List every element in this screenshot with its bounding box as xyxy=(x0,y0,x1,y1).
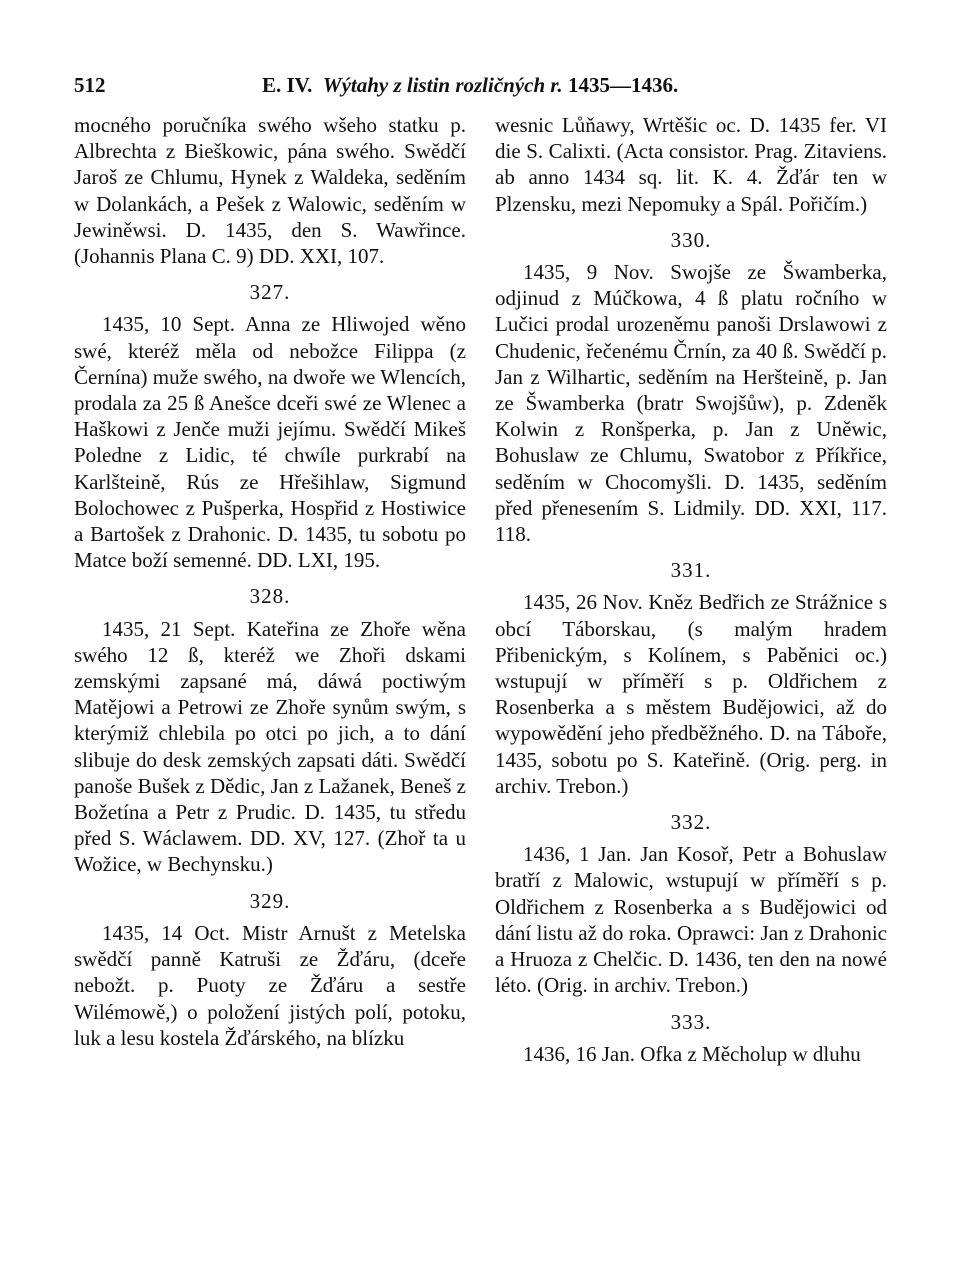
continued-paragraph: mocného poručníka swého wšeho statku p. Albrechta z Bieškowic, pána swého. Swědčí Jaroš ze Chlumu, Hynek z Waldeka, seděním w Dolankách, a Pešek z Walowic, seděním w Jewiněwsi. D. 1435, den S. Wawřince. (Johannis Plana C. 9) DD. XXI, 107. xyxy=(74,113,466,269)
entry-number: 331. xyxy=(670,558,712,583)
entry-text: 1436, 1 Jan. Jan Kosoř, Petr a Bohuslaw bratří z Malowic, wstupují w příměří s p. Oldřichem z Rosenberka a s Budějowici od dání listu až do roka. Oprawci: Jan z Drahonic a Hruoza z Chelčic. D. 1436, ten den na nowé léto. (Orig. in archiv. Trebon.) xyxy=(495,842,887,998)
entry-text: 1435, 14 Oct. Mistr Arnušt z Metelska swědčí panně Katruši ze Žďáru, (dceře nebožt. p. Puoty ze Žďáru a sestře Wilémowě,) o položení jistých polí, potoku, luk a lesu kostela Žďárského, na blízku xyxy=(74,920,466,1050)
entry-text: 1435, 9 Nov. Swojše ze Šwamberka, odjinud z Múčkowa, 4 ß platu ročního w Lučici prodal urozeněmu panoši Drslawowi z Chudenic, řečenému Črnín, za 40 ß. Swědčí p. Jan z Wilhartic, seděním na Heršteině, p. Jan ze Šwamberka (bratr Swojšůw), p. Zdeněk Kolwin z Ronšperka, p. Jan z Uněwic, Bohuslaw ze Chlumu, Swatobor z Příkřice, seděním w Chocomyšli. D. 1435, seděním před přenesením S. Lidmily. DD. XXI, 117. 118. xyxy=(495,260,887,547)
page-header xyxy=(74,70,899,100)
left-column xyxy=(74,112,466,1051)
running-head-title: Wýtahy z listin rozličných r. xyxy=(322,73,563,97)
entry-number: 329. xyxy=(249,888,291,913)
entry-number: 332. xyxy=(670,810,712,835)
entry-text: 1436, 16 Jan. Ofka z Měcholup w dluhu xyxy=(523,1041,861,1066)
entry-number: 328. xyxy=(249,584,291,609)
running-head-section: E. IV. xyxy=(262,73,313,97)
entry-text: 1435, 21 Sept. Kateřina ze Zhoře wěna swého 12 ß, kteréž we Zhoři dskami zemskými zapsané má, dáwá poctiwým Matějowi a Petrowi ze Zhoře synům swým, s kterýmiž chlebila po otci po jich, a to dání slibuje do desk zemských zapsati dáti. Swědčí panoše Bušek z Dědic, Jan z Lažanek, Beneš z Božetína a Petr z Prudic. D. 1435, tu středu před S. Wáclawem. DD. XV, 127. (Zhoř ta u Wožice, w Bechynsku.) xyxy=(74,616,466,877)
continued-paragraph: wesnic Lůňawy, Wrtěšic oc. D. 1435 fer. VI die S. Calixti. (Acta consistor. Prag. Zitaviens. ab anno 1434 sq. lit. K. 4. Žďár ten w Plzensku, mezi Nepomuky a Spál. Pořičím.) xyxy=(495,113,887,216)
entry-number: 333. xyxy=(670,1009,712,1034)
right-column xyxy=(495,112,887,1067)
running-head-years: 1435—1436. xyxy=(567,73,679,97)
entry-text: 1435, 10 Sept. Anna ze Hliwojed wěno swé, kteréž měla od nebožce Filippa (z Černína) muže swého, na dwoře we Wlencích, prodala za 25 ß Anešce dceři swé ze Wlenec a Haškowi z Jenče muži jejímu. Swědčí Mikeš Poledne z Lidic, té chwíle purkrabí na Karlšteině, Rús ze Hřešihlaw, Sigmund Bolochowec z Pušperka, Hospřid z Hostiwice a Bartošek z Drahonic. D. 1435, tu sobotu po Matce boží semenné. DD. LXI, 195. xyxy=(74,312,466,573)
entry-number: 330. xyxy=(670,227,712,252)
running-head xyxy=(262,70,678,100)
page-number: 512 xyxy=(74,73,106,97)
entry-number: 327. xyxy=(249,280,291,305)
entry-text: 1435, 26 Nov. Kněz Bedřich ze Strážnice s obcí Táborskau, (s malým hradem Přibenickým, s Kolínem, s Paběnici oc.) wstupují w příměří s p. Oldřichem z Rosenberka a s městem Budějowici, až do wypowědění jeho předběžného. D. na Táboře, 1435, sobotu po S. Kateřině. (Orig. perg. in archiv. Trebon.) xyxy=(495,590,887,798)
